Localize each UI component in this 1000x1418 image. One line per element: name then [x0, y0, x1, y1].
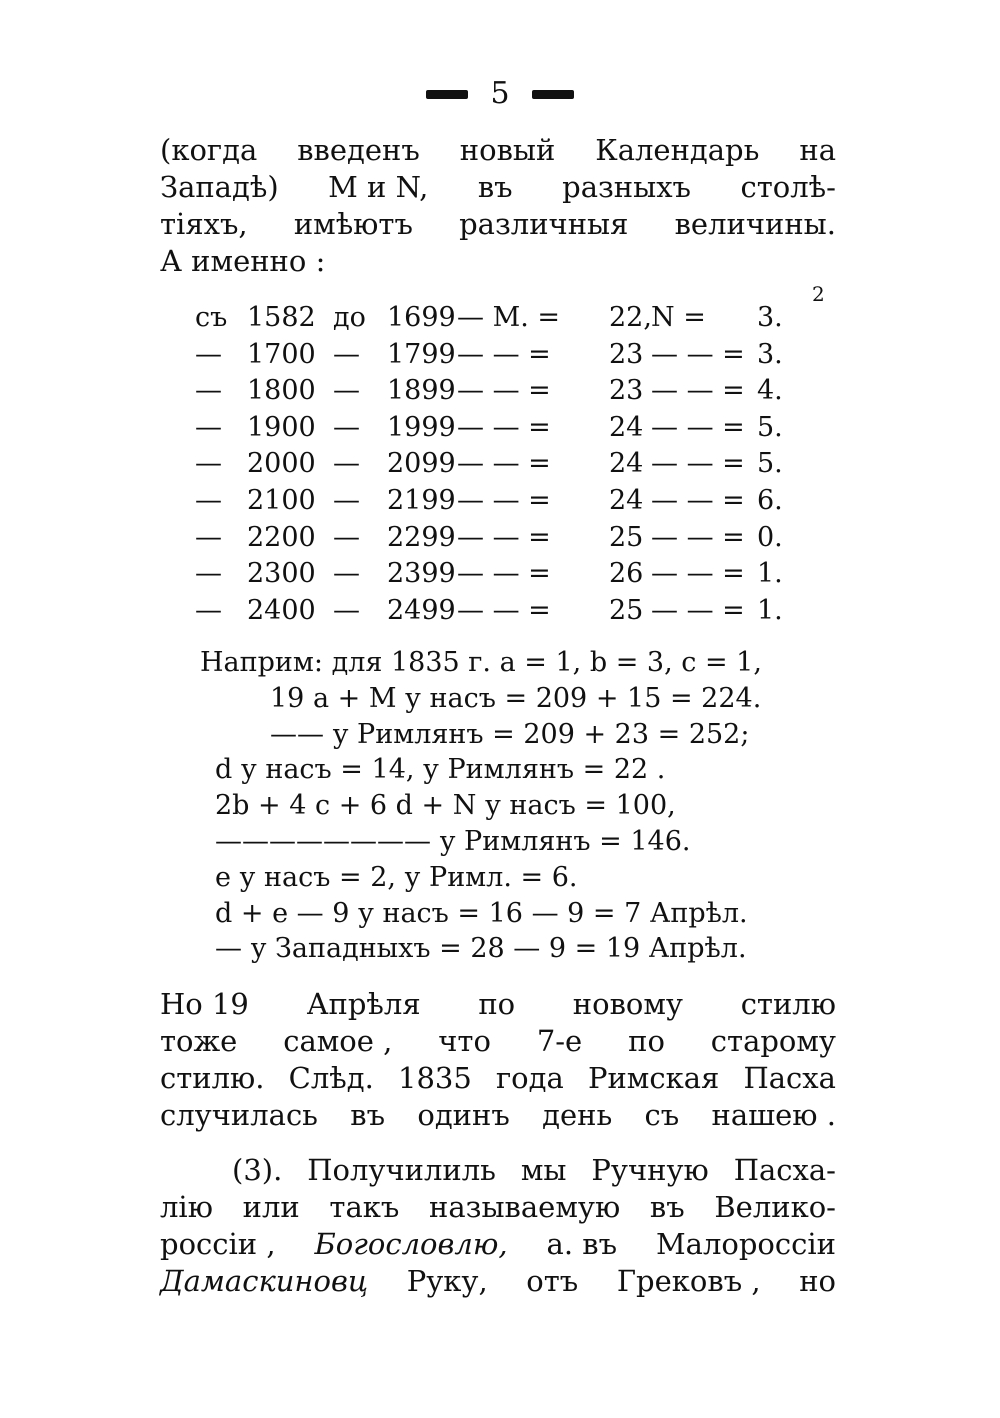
table-cell-from: 1900 [247, 411, 316, 443]
word: M и N, [328, 170, 429, 204]
table-cell-n: — — = [651, 558, 745, 590]
example-line: Наприм: для 1835 г. a = 1, b = 3, c = 1, [200, 647, 762, 678]
table-cell-pre: — [195, 338, 222, 370]
word: (когда [160, 133, 258, 167]
table-cell-n: — — = [651, 448, 745, 480]
section-3-paragraph [160, 1152, 836, 1300]
table-cell-m: — — = [457, 338, 551, 370]
table-row [195, 556, 835, 593]
word: различныя [459, 207, 629, 241]
table-cell-nval: 5. [757, 448, 783, 480]
word: день [542, 1098, 613, 1132]
word: Пасха- [733, 1153, 836, 1187]
table-cell-to: 2399 [387, 558, 456, 590]
section-3-line [160, 1226, 836, 1263]
table-cell-from: 2400 [247, 594, 316, 626]
word: что [438, 1024, 491, 1058]
section-number: (3). [232, 1153, 283, 1187]
word: А именно : [160, 244, 326, 278]
word: величины. [674, 207, 836, 241]
intro-paragraph [160, 132, 836, 280]
table-cell-pre: — [195, 375, 222, 407]
word: Западѣ) [160, 170, 279, 204]
word: стилю [740, 987, 836, 1021]
table-cell-from: 1700 [247, 338, 316, 370]
word: новый [459, 133, 556, 167]
table-cell-from: 1582 [247, 302, 316, 333]
table-cell-mval: 24 [609, 484, 644, 516]
table-cell-n: — — = [651, 338, 745, 370]
word: разныхъ [562, 170, 692, 204]
worked-example [200, 645, 845, 967]
word: такъ [329, 1190, 400, 1224]
word: Апрѣля [306, 987, 421, 1021]
word: имѣютъ [293, 207, 413, 241]
table-cell-nval: 3. [757, 302, 783, 333]
word: случилась [160, 1098, 318, 1132]
word: 1835 [398, 1061, 472, 1095]
table-cell-to: 2099 [387, 448, 456, 480]
word: одинъ [417, 1098, 510, 1132]
table-cell-n: — — = [651, 411, 745, 443]
table-cell-mval: 24 [609, 448, 644, 480]
table-cell-n: — — = [651, 521, 745, 553]
header-left-ornament [426, 90, 468, 99]
word: столѣ- [740, 170, 836, 204]
section-3-line [160, 1263, 836, 1300]
word: въ [350, 1098, 386, 1132]
table-cell-to: 1799 [387, 338, 456, 370]
table-row [195, 373, 835, 410]
word: въ [649, 1190, 685, 1224]
table-cell-mval: 25 [609, 594, 644, 626]
table-cell-n: — — = [651, 375, 745, 407]
table-cell-m: — — = [457, 411, 551, 443]
table-cell-nval: 3. [757, 338, 783, 370]
word: лію [160, 1190, 213, 1224]
table-cell-n: — — = [651, 484, 745, 516]
table-cell-to: 1999 [387, 411, 456, 443]
table-cell-pre: съ [195, 302, 228, 333]
section-3-line [160, 1152, 836, 1189]
word: тіяхъ, [160, 207, 248, 241]
example-line: —— у Римлянъ = 209 + 23 = 252; [270, 718, 750, 750]
example-line: ———————— у Римлянъ = 146. [215, 825, 691, 857]
intro-line [160, 206, 836, 243]
table-cell-pre: — [195, 448, 222, 480]
word: нашею . [711, 1098, 836, 1132]
word: Велико- [714, 1190, 836, 1224]
table-row [195, 300, 835, 337]
table-cell-do: — [333, 411, 360, 443]
table-cell-pre: — [195, 594, 222, 626]
word: россіи , [160, 1227, 276, 1261]
table-cell-from: 1800 [247, 375, 316, 407]
table-cell-m: — — = [457, 558, 551, 590]
intro-line [160, 169, 836, 206]
example-line: e у насъ = 2, у Римл. = 6. [215, 861, 578, 893]
word: или [242, 1190, 300, 1224]
table-cell-n: — — = [651, 594, 745, 626]
table-cell-from: 2000 [247, 448, 316, 480]
table-row [195, 520, 835, 557]
table-cell-pre: — [195, 484, 222, 516]
word: тоже [160, 1024, 238, 1058]
table-row [195, 446, 835, 483]
table-cell-do: — [333, 484, 360, 516]
word: по [628, 1024, 665, 1058]
word: а. въ [546, 1227, 618, 1261]
table-cell-n: N = [651, 302, 706, 333]
word: по [478, 987, 516, 1021]
word: называемую [429, 1190, 621, 1224]
table-cell-mval: 25 [609, 521, 644, 553]
table-cell-to: 2299 [387, 521, 456, 553]
word: съ [644, 1098, 680, 1132]
table-cell-from: 2100 [247, 484, 316, 516]
table-row [195, 410, 835, 447]
intro-line [160, 132, 836, 169]
table-cell-do: — [333, 521, 360, 553]
table-cell-nval: 0. [757, 521, 783, 553]
table-cell-m: — — = [457, 375, 551, 407]
century-table [195, 300, 835, 629]
table-cell-m: — — = [457, 594, 551, 626]
example-line: — у Западныхъ = 28 — 9 = 19 Апрѣл. [215, 933, 747, 965]
conclusion-line [160, 1023, 836, 1060]
table-cell-do: — [333, 558, 360, 590]
table-cell-m: — — = [457, 521, 551, 553]
intro-line [160, 243, 836, 280]
table-cell-pre: — [195, 411, 222, 443]
word: старому [710, 1024, 836, 1058]
table-cell-m: — M. = [457, 302, 561, 333]
table-cell-m: — — = [457, 484, 551, 516]
italic-term: Богословлю, [314, 1227, 508, 1261]
word: Пасха [743, 1061, 836, 1095]
footnote-mark: 2 [812, 282, 825, 306]
word: Но 19 [160, 987, 249, 1021]
table-cell-to: 2199 [387, 484, 456, 516]
example-line: d + e — 9 у насъ = 16 — 9 = 7 Апрѣл. [215, 897, 748, 929]
word: Грековъ , [616, 1264, 761, 1298]
conclusion-line [160, 1097, 836, 1134]
word: стилю. [160, 1061, 265, 1095]
page-header [0, 74, 1000, 114]
table-row [195, 593, 835, 630]
example-line: 2b + 4 c + 6 d + N у насъ = 100, [215, 790, 676, 822]
conclusion-paragraph [160, 986, 836, 1134]
word: Ручную [591, 1153, 709, 1187]
table-row [195, 483, 835, 520]
word: въ [477, 170, 513, 204]
word: Слѣд. [288, 1061, 374, 1095]
table-cell-nval: 6. [757, 484, 783, 516]
word: мы [520, 1153, 567, 1187]
page-number: 5 [490, 76, 510, 111]
table-cell-to: 2499 [387, 594, 456, 626]
word: введенъ [297, 133, 420, 167]
word: Календарь [595, 133, 760, 167]
table-cell-do: — [333, 375, 360, 407]
table-cell-do: до [333, 302, 366, 333]
conclusion-line [160, 986, 836, 1023]
conclusion-line [160, 1060, 836, 1097]
table-cell-to: 1899 [387, 375, 456, 407]
table-cell-m: — — = [457, 448, 551, 480]
example-line: d у насъ = 14, у Римлянъ = 22 . [215, 754, 666, 786]
word: но [799, 1264, 836, 1298]
table-cell-do: — [333, 594, 360, 626]
word: на [799, 133, 836, 167]
word: отъ [526, 1264, 579, 1298]
table-cell-mval: 26 [609, 558, 644, 590]
table-cell-nval: 4. [757, 375, 783, 407]
table-cell-mval: 22, [609, 302, 652, 333]
table-cell-do: — [333, 448, 360, 480]
table-cell-nval: 5. [757, 411, 783, 443]
section-3-line [160, 1189, 836, 1226]
word: самое , [283, 1024, 393, 1058]
word: года [495, 1061, 564, 1095]
table-row [195, 337, 835, 374]
table-cell-from: 2300 [247, 558, 316, 590]
table-cell-nval: 1. [757, 558, 783, 590]
word: Римская [587, 1061, 720, 1095]
table-cell-pre: — [195, 558, 222, 590]
table-cell-mval: 23 [609, 338, 644, 370]
table-cell-mval: 24 [609, 411, 644, 443]
example-line: 19 a + M у насъ = 209 + 15 = 224. [270, 682, 762, 714]
word: Получилиль [307, 1153, 496, 1187]
table-cell-pre: — [195, 521, 222, 553]
table-cell-nval: 1. [757, 594, 783, 626]
word: новому [572, 987, 683, 1021]
header-right-ornament [532, 90, 574, 99]
word: Руку, [406, 1264, 488, 1298]
table-cell-from: 2200 [247, 521, 316, 553]
table-cell-mval: 23 [609, 375, 644, 407]
table-cell-to: 1699 [387, 302, 456, 333]
table-cell-do: — [333, 338, 360, 370]
italic-term: Дамаскиновц [160, 1264, 369, 1298]
word: Малороссіи [655, 1227, 836, 1261]
word: 7-е [536, 1024, 583, 1058]
